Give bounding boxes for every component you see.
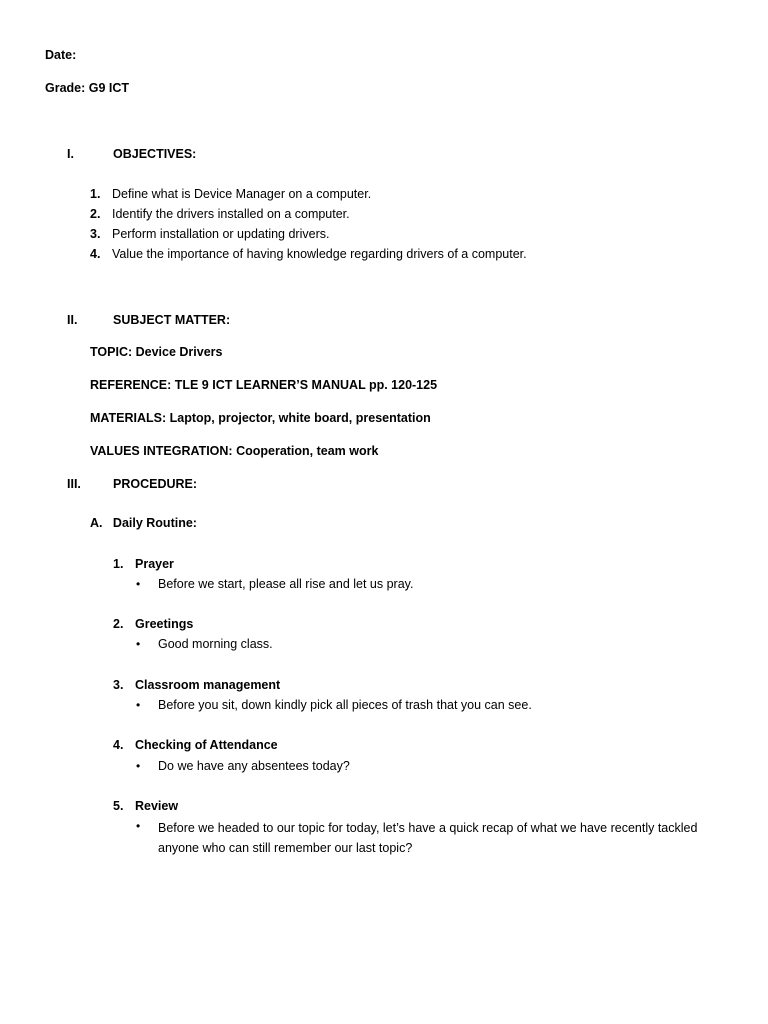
objective-item (90, 186, 371, 203)
routine-step (113, 798, 178, 815)
objective-text: Perform installation or updating drivers. (112, 227, 330, 241)
step-title: Checking of Attendance (135, 738, 278, 752)
bullet-icon: • (136, 698, 141, 712)
objective-text: Value the importance of having knowledge regarding drivers of a computer. (112, 247, 527, 261)
step-title: Review (135, 799, 179, 813)
values-integration-line: VALUES INTEGRATION: Cooperation, team work (90, 444, 379, 458)
step-number: 5. (113, 799, 124, 813)
objectives-heading: OBJECTIVES: (113, 147, 197, 161)
subject-matter-numeral: II. (67, 313, 78, 327)
objective-text: Identify the drivers installed on a computer. (112, 207, 350, 221)
routine-step (113, 737, 278, 754)
objective-number: 1. (90, 187, 101, 201)
materials-line: MATERIALS: Laptop, projector, white board, presentation (90, 411, 431, 425)
subject-matter-heading: SUBJECT MATTER: (113, 313, 231, 327)
routine-step (113, 556, 174, 573)
objectives-numeral: I. (67, 147, 74, 161)
step-number: 3. (113, 678, 124, 692)
step-number: 1. (113, 557, 124, 571)
procedure-numeral: III. (67, 477, 81, 491)
step-title: Classroom management (135, 678, 281, 692)
step-bullet-text: Do we have any absentees today? (158, 759, 350, 773)
daily-routine-heading: A. Daily Routine: (90, 516, 197, 530)
date-label: Date: (45, 48, 77, 62)
objective-item (90, 246, 527, 263)
step-number: 2. (113, 617, 124, 631)
objective-item (90, 226, 329, 243)
bullet-icon: • (136, 577, 141, 591)
bullet-icon: • (136, 819, 141, 833)
routine-step (113, 616, 193, 633)
procedure-heading: PROCEDURE: (113, 477, 198, 491)
bullet-icon: • (136, 759, 141, 773)
step-title: Greetings (135, 617, 194, 631)
step-title: Prayer (135, 557, 174, 571)
objective-number: 4. (90, 247, 101, 261)
step-bullet-text: Good morning class. (158, 637, 273, 651)
grade-label: Grade: G9 ICT (45, 81, 130, 95)
topic-line: TOPIC: Device Drivers (90, 345, 223, 359)
bullet-icon: • (136, 637, 141, 651)
step-bullet-text: Before we headed to our topic for today, let’s have a quick recap of what we have recently tackled anyone who can still remember our last topic? (158, 821, 698, 855)
step-bullet-text: Before you sit, down kindly pick all pieces of trash that you can see. (158, 698, 532, 712)
objective-number: 3. (90, 227, 101, 241)
objective-text: Define what is Device Manager on a computer. (112, 187, 372, 201)
step-number: 4. (113, 738, 124, 752)
objective-number: 2. (90, 207, 101, 221)
step-bullet-text: Before we start, please all rise and let us pray. (158, 577, 414, 591)
reference-line: REFERENCE: TLE 9 ICT LEARNER’S MANUAL pp. 120-125 (90, 378, 438, 392)
objective-item (90, 206, 350, 223)
routine-step (113, 677, 280, 694)
